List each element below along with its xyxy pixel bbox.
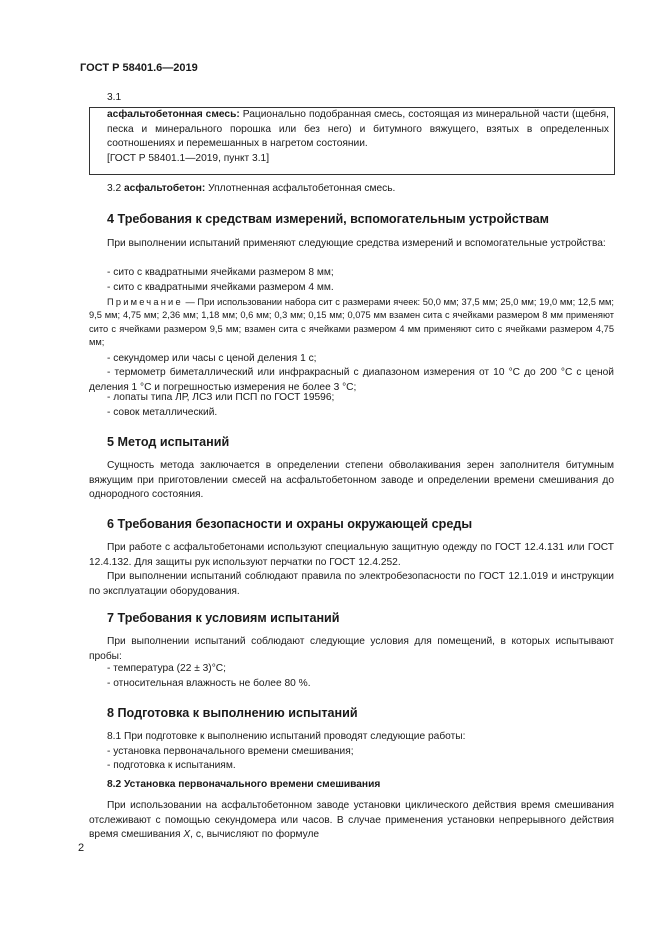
definition-reference: [ГОСТ Р 58401.1—2019, пункт 3.1] (107, 152, 270, 164)
note-text: — При использовании набора сит с размерами ячеек: 50,0 мм; 37,5 мм; 25,0 мм; 19,0 мм; 12,5 мм; 9,5 мм; 4,75 мм; 2,36 мм; 1,18 мм; 0,6 мм; 0,3 мм; 0,15 мм; 0,075 мм взамен сита с ячейками размером 8 мм применяют сито с ячейками размером 9,5 мм; взамен сита с ячейками размером 4 мм применяют сито с ячейками размером 4,75 мм; (89, 297, 614, 347)
clause-8-2-text (89, 799, 614, 843)
clause-3-2-number: 3.2 (107, 183, 124, 194)
section-7-title: 7 Требования к условиям испытаний (107, 611, 340, 625)
definition-box-content (89, 108, 613, 166)
section-4-list-a (107, 266, 614, 295)
section-4-list-b (107, 391, 614, 420)
clause-8-2-text-a: При использовании на асфальтобетонном заводе установки циклического действия время смешивания отслеживают с помощью секундомера или часов. В случае применения установки непрерывного действия время смешивания (89, 800, 614, 841)
clause-3-2 (89, 182, 614, 197)
list-item-sieve-8: - сито с квадратными ячейками размером 8 мм; (107, 267, 334, 278)
list-item-thermometer: - термометр биметаллический или инфракрасный с диапазоном измерения от 10 °С до 200 °С с ценой деления 1 °С и погрешностью измерения не более 3 °С; (89, 367, 614, 393)
definition-asphalt-concrete: Уплотненная асфальтобетонная смесь. (205, 183, 396, 194)
section-6-paragraph-1: При работе с асфальтобетонами используют специальную защитную одежду по ГОСТ 12.4.131 или ГОСТ 12.4.132. Для защиты рук используют перчатки по ГОСТ 12.4.252. (89, 542, 614, 568)
clause-8-1-intro: 8.1 При подготовке к выполнению испытаний проводят следующие работы: (107, 731, 466, 742)
clause-8-2-text-b: , с, вычисляют по формуле (190, 829, 320, 841)
section-6-title: 6 Требования безопасности и охраны окружающей среды (107, 517, 473, 531)
definition-asphalt-mix: Рациональнo подобранная смесь, состоящая из минеральной части (щебня, песка и минерального порошка или без него) и битумного вяжущего, взятых в определенных соотношениях и перемешанных в нагретом состоянии. (107, 109, 609, 150)
section-5-title: 5 Метод испытаний (107, 435, 230, 449)
page-number: 2 (78, 842, 85, 854)
list-item-temperature: - температура (22 ± 3)°С; (107, 663, 226, 674)
note-label: Примечание (107, 297, 183, 307)
section-8-list (107, 730, 614, 774)
list-item-stopwatch: - секундомер или часы с ценой деления 1 с; (107, 353, 317, 364)
clause-3-1-number: 3.1 (107, 92, 122, 103)
term-asphalt-mix: асфальтобетонная смесь: (107, 109, 240, 120)
list-item-preparation: - подготовка к испытаниям. (107, 760, 236, 772)
section-4-title: 4 Требования к средствам измерений, вспомогательным устройствам (107, 212, 549, 226)
section-4-intro: При выполнении испытаний применяют следующие средства измерений и вспомогательные устройства: (107, 238, 606, 249)
list-item-initial-time: - установка первоначального времени смешивания; (107, 745, 354, 757)
variable-x: X (183, 829, 191, 841)
list-item-sieve-4: - сито с квадратными ячейками размером 4 мм. (107, 281, 334, 293)
section-5-text: Сущность метода заключается в определении степени обволакивания зерен заполнителя битумным вяжущим при приготовлении смесей на асфальтобетонном заводе и определении времени смешивания до однородного состояния. (89, 460, 614, 501)
document-header: ГОСТ Р 58401.6—2019 (80, 62, 198, 74)
list-item-humidity: - относительная влажность не более 80 %. (107, 677, 311, 689)
section-4-note (89, 296, 614, 349)
list-item-shovels: - лопаты типа ЛР, ЛСЗ или ПСП по ГОСТ 19596; (107, 392, 335, 403)
list-item-scoop: - совок металлический. (107, 406, 218, 418)
clause-8-2-title: 8.2 Установка первоначального времени смешивания (107, 779, 381, 790)
section-7-intro: При выполнении испытаний соблюдают следующие условия для помещений, в которых испытывают пробы: (89, 636, 614, 662)
definition-text (89, 108, 613, 152)
section-6-paragraph-2: При выполнении испытаний соблюдают правила по электробезопасности по ГОСТ 12.1.019 и инструкции по эксплуатации оборудования. (89, 571, 614, 597)
section-7-list (107, 662, 614, 691)
section-8-title: 8 Подготовка к выполнению испытаний (107, 706, 358, 720)
term-asphalt-concrete: асфальтобетон: (124, 183, 206, 194)
